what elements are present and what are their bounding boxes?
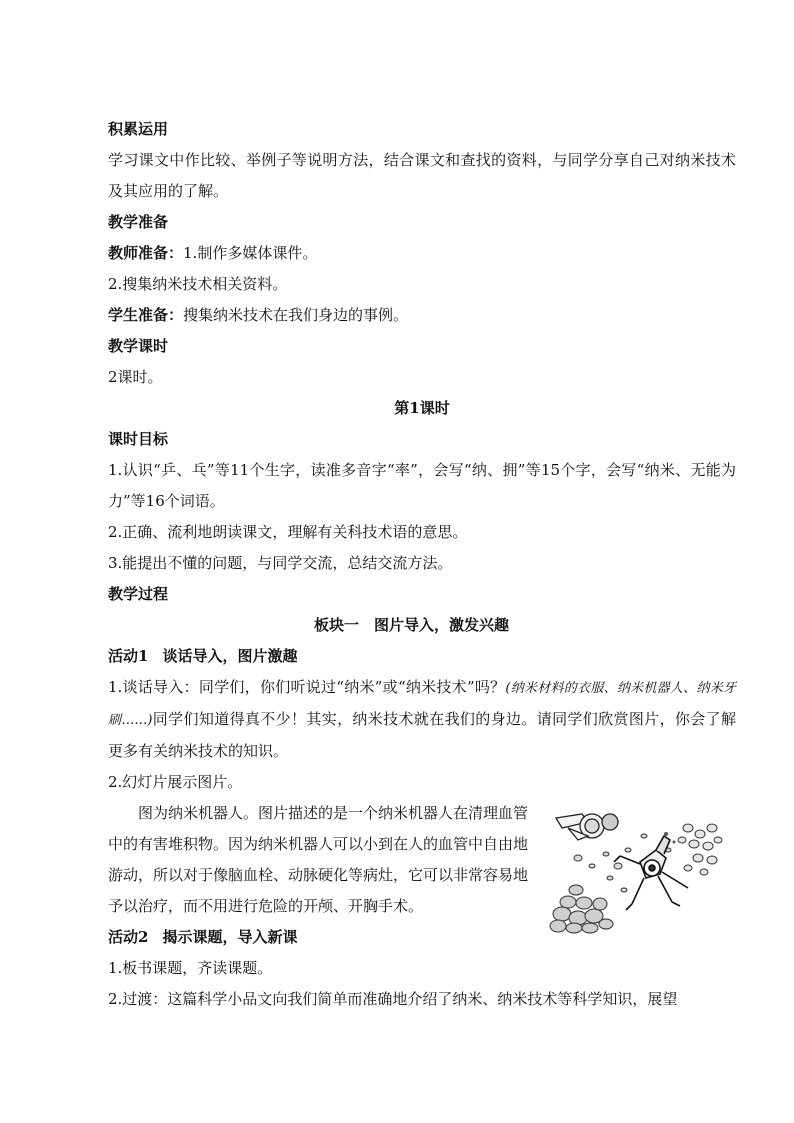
teacher-prep-item-2: 2.搜集纳米技术相关资料。 xyxy=(108,275,288,293)
image-section xyxy=(108,798,736,922)
image-description: 图为纳米机器人。图片描述的是一个纳米机器人在清理血管中的有害堆积物。因为纳米机器人可以小到在人的血管中自由地游动，所以对于像脑血栓、动脉硬化等病灶，它可以非常容易地予以治疗，而不用进行危险的开颅、开胸手术。 xyxy=(108,804,529,915)
activity-2-item-2: 2.过渡：这篇科学小品文向我们简单而准确地介绍了纳米、纳米技术等科学知识，展望 xyxy=(108,990,678,1008)
teacher-prep-item-1: 1.制作多媒体课件。 xyxy=(183,244,318,262)
goal-heading: 课时目标 xyxy=(108,430,169,448)
section-heading-hours: 教学课时 xyxy=(108,337,169,355)
student-prep xyxy=(108,300,736,331)
activity-2-title: 揭示课题，导入新课 xyxy=(162,928,298,946)
activity-1-item-1-tail: 同学们知道得真不少！其实，纳米技术就在我们的身边。请同学们欣赏图片，你会了解更多有关纳米技术的知识。 xyxy=(108,710,736,760)
activity-1-item-1-note: (纳米材料的衣服、纳米机器人、纳米牙刷……) xyxy=(108,681,736,728)
accumulate-text: 学习课文中作比较、举例子等说明方法，结合课文和查找的资料，与同学分享自己对纳米技术及其应用的了解。 xyxy=(108,151,736,200)
lesson-title: 第1课时 xyxy=(394,399,450,417)
activity-2-item-1: 1.板书课题，齐读课题。 xyxy=(108,959,273,977)
nano-robot-illustration xyxy=(548,806,724,934)
activity-1-label: 活动1 xyxy=(108,647,149,665)
activity-1-item-1-lead: 1.谈话导入：同学们，你们听说过“纳米”或“纳米技术”吗？ xyxy=(108,678,506,696)
activity-1-heading xyxy=(108,641,736,672)
activity-1-title: 谈话导入，图片激趣 xyxy=(162,647,298,665)
activity-2-label: 活动2 xyxy=(108,928,149,946)
activity-1-item-2: 2.幻灯片展示图片。 xyxy=(108,773,243,791)
document-body xyxy=(108,114,736,1015)
goal-3: 3.能提出不懂的问题，与同学交流，总结交流方法。 xyxy=(108,554,453,572)
goal-2: 2.正确、流利地朗读课文，理解有关科技术语的意思。 xyxy=(108,523,468,541)
goal-1: 1.认识“乒、乓”等11个生字，读准多音字“率”，会写“纳、拥”等15个字，会写“纳米、无能为力”等16个词语。 xyxy=(108,461,736,510)
teacher-prep-label: 教师准备： xyxy=(108,244,184,262)
teacher-prep-1 xyxy=(108,238,736,269)
section-heading-prep: 教学准备 xyxy=(108,213,169,231)
activity-1-item-1 xyxy=(108,672,736,767)
block-title: 板块一 图片导入，激发兴趣 xyxy=(314,616,510,634)
student-prep-label: 学生准备： xyxy=(108,306,184,324)
student-prep-text: 搜集纳米技术在我们身边的事例。 xyxy=(183,306,409,324)
section-heading-accumulate: 积累运用 xyxy=(108,120,169,138)
hours-text: 2课时。 xyxy=(108,368,163,386)
process-heading: 教学过程 xyxy=(108,585,169,603)
